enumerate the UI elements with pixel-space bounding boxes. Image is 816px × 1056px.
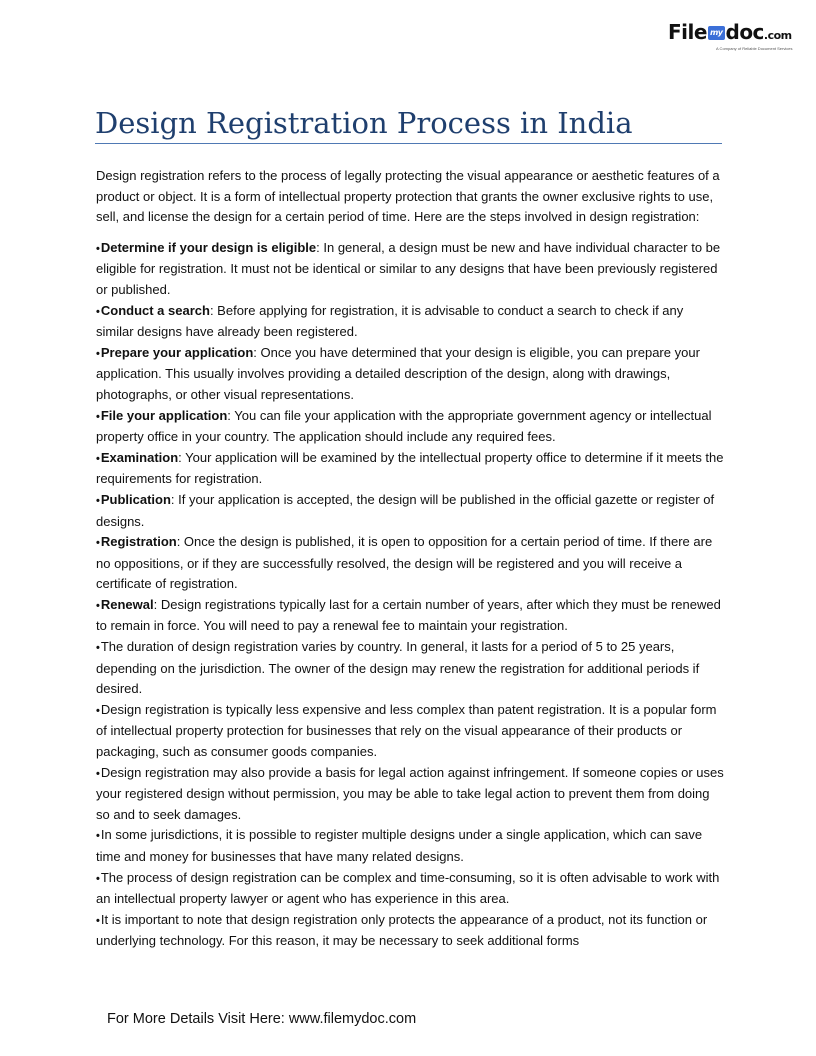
logo-tagline: A Company of Reliable Document Services <box>716 46 793 51</box>
item-text: In some jurisdictions, it is possible to register multiple designs under a single application, which can save time and money for businesses that have many related designs. <box>96 827 703 864</box>
item-text: The duration of design registration varies by country. In general, it lasts for a period of 5 to 25 years, depending on the jurisdiction. The owner of the design may renew the registration for additional periods if desired. <box>96 639 700 697</box>
list-item <box>96 763 724 826</box>
item-heading: Prepare your application <box>100 344 254 360</box>
logo-my-badge: my <box>708 26 725 40</box>
bullet-icon: • <box>96 452 100 465</box>
item-text: : Before applying for registration, it is advisable to conduct a search to check if any similar designs have already been registered. <box>96 302 684 340</box>
item-heading: Examination <box>100 449 179 465</box>
bullet-icon: • <box>96 494 100 507</box>
item-heading: Determine if your design is eligible <box>100 239 317 255</box>
item-text: : Once you have determined that your design is eligible, you can prepare your application. This usually involves providing a detailed description of the design, along with drawings, photographs, or other visual representations. <box>96 344 700 402</box>
item-heading: Conduct a search <box>100 302 210 318</box>
item-text: : Once the design is published, it is open to opposition for a certain period of time. If there are no oppositions, or if they are successfully resolved, the design will be registered and you will receive a certificate of registration. <box>96 534 713 592</box>
list-item <box>96 301 724 343</box>
item-text: The process of design registration can be complex and time-consuming, so it is often advisable to work with an intellectual property lawyer or agent who has experience in this area. <box>96 869 720 907</box>
list-item <box>96 637 724 700</box>
bullet-icon: • <box>96 830 100 843</box>
list-item <box>96 825 724 867</box>
item-text: : If your application is accepted, the design will be published in the official gazette or register of designs. <box>96 491 715 529</box>
list-item <box>96 700 724 763</box>
bullet-icon: • <box>96 914 100 927</box>
bullet-icon: • <box>96 704 100 717</box>
bullet-icon: • <box>96 599 100 612</box>
list-item <box>96 238 724 301</box>
logo-file: File <box>668 20 707 44</box>
list-item <box>96 910 724 952</box>
bullet-icon: • <box>96 410 100 423</box>
item-heading: Registration <box>100 534 177 550</box>
bullet-icon: • <box>96 242 100 255</box>
list-item <box>96 532 724 595</box>
bullet-icon: • <box>96 642 100 655</box>
document-body <box>96 166 724 952</box>
list-item <box>96 490 724 532</box>
list-item <box>96 868 724 910</box>
bullet-icon: • <box>96 537 100 550</box>
item-heading: Renewal <box>100 596 154 612</box>
logo-wordmark <box>668 22 802 46</box>
item-text: : In general, a design must be new and have individual character to be eligible for registration. It must not be identical or similar to any designs that have been previously registered or published. <box>96 239 721 297</box>
item-text: : Your application will be examined by the intellectual property office to determine if it meets the requirements for registration. <box>96 449 724 487</box>
steps-list <box>96 238 724 952</box>
footer-note: For More Details Visit Here: www.filemydoc.com <box>107 1011 417 1027</box>
list-item <box>96 343 724 406</box>
item-text: Design registration may also provide a basis for legal action against infringement. If someone copies or uses your registered design without permission, you may be able to take legal action to prevent them from doing so and to seek damages. <box>96 764 724 822</box>
item-text: : Design registrations typically last for a certain number of years, after which they must be renewed to remain in force. You will need to pay a renewal fee to maintain your registration. <box>96 596 721 634</box>
item-text: : You can file your application with the appropriate government agency or intellectual property office in your country. The application should include any required fees. <box>96 407 712 445</box>
bullet-icon: • <box>96 347 100 360</box>
intro-paragraph: Design registration refers to the process of legally protecting the visual appearance or aesthetic features of a product or object. It is a form of intellectual property protection that grants the owner exclusive rights to use, sell, and license the design for a certain period of time. Here are the steps involved in design registration: <box>96 168 720 225</box>
bullet-icon: • <box>96 305 100 318</box>
logo-dotcom: .com <box>763 29 792 42</box>
item-heading: File your application <box>100 407 228 423</box>
list-item <box>96 406 724 448</box>
list-item <box>96 448 724 490</box>
filemydoc-logo <box>668 22 802 50</box>
item-heading: Publication <box>100 491 171 507</box>
item-text: It is important to note that design registration only protects the appearance of a product, not its function or underlying technology. For this reason, it may be necessary to seek additional forms <box>96 911 708 949</box>
list-item <box>96 595 724 637</box>
item-text: Design registration is typically less expensive and less complex than patent registration. It is a popular form of intellectual property protection for businesses that rely on the visual appearance of their products or packaging, such as consumer goods companies. <box>96 701 717 760</box>
bullet-icon: • <box>96 767 100 780</box>
logo-doc: doc <box>725 20 764 44</box>
page-title: Design Registration Process in India <box>95 105 722 144</box>
bullet-icon: • <box>96 872 100 885</box>
